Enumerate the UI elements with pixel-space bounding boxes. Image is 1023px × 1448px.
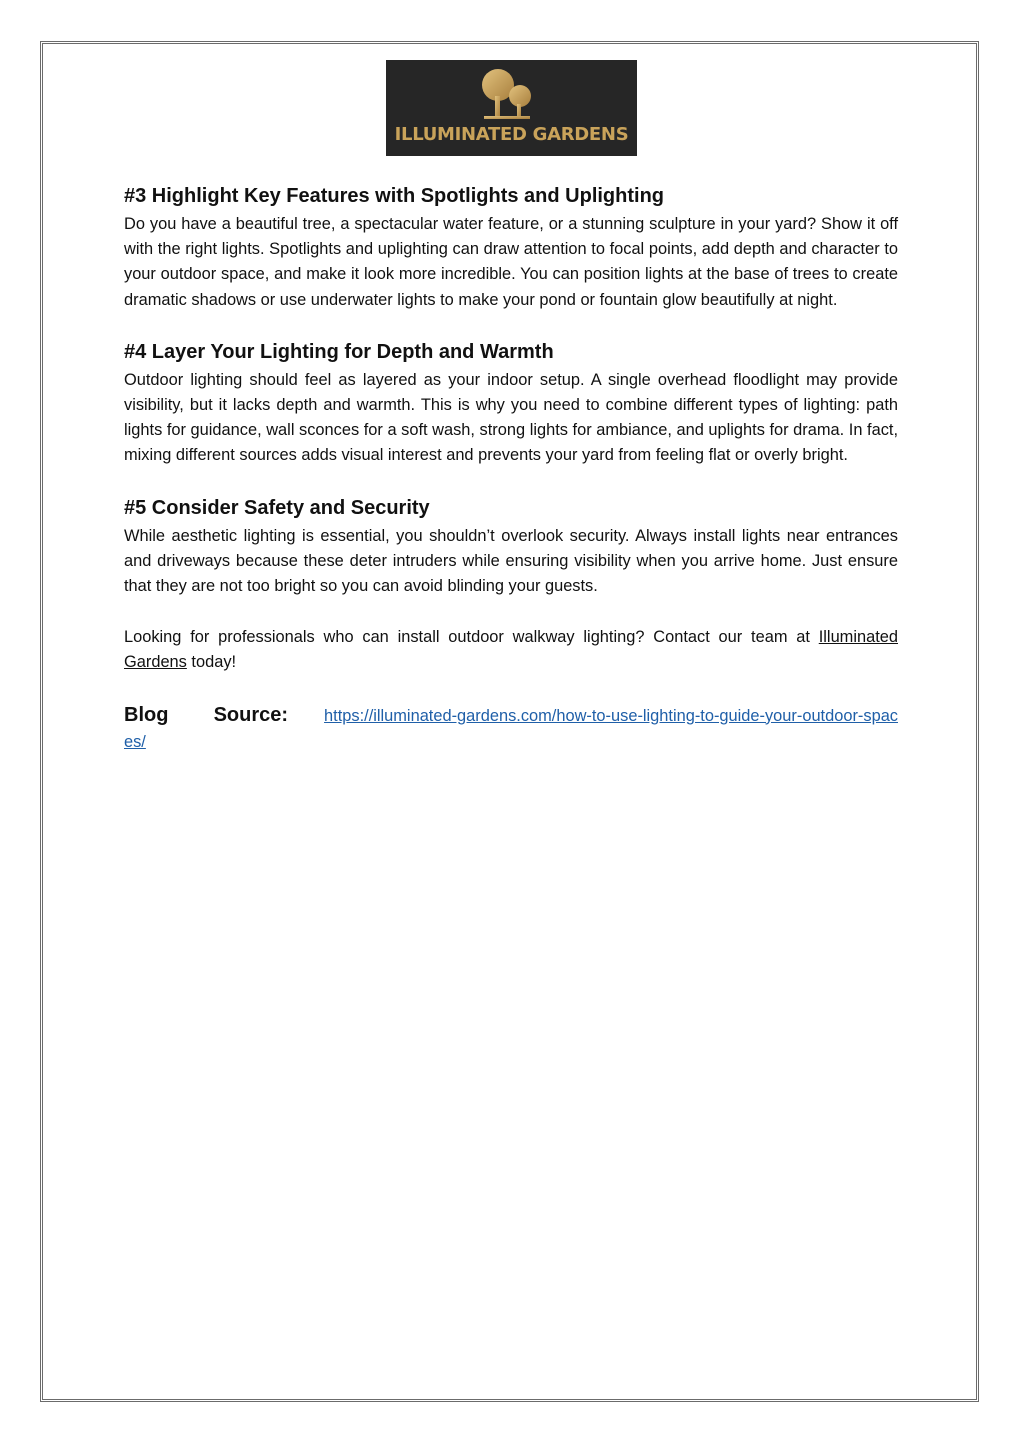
section-heading: #3 Highlight Key Features with Spotlights and Uplighting <box>124 185 665 207</box>
blog-source <box>124 702 898 755</box>
illuminated-gardens-logo <box>386 60 637 156</box>
section-safety-security <box>124 495 898 600</box>
section-highlight-features <box>124 183 898 313</box>
article-body <box>124 183 898 771</box>
blog-source-link[interactable]: https://illuminated-gardens.com/how-to-use-lighting-to-guide-your-outdoor-spaces/ <box>124 706 898 751</box>
illuminated-gardens-link[interactable]: Illuminated Gardens <box>124 628 898 672</box>
section-paragraph: Do you have a beautiful tree, a spectacular water feature, or a stunning sculpture in your yard? Show it off with the right lights. Spotlights and uplighting can draw attention to focal points, add depth and character to your outdoor space, and make it look more incredible. You can position lights at the base of trees to create dramatic shadows or use underwater lights to make your pond or fountain glow beautifully at night. <box>124 215 898 309</box>
call-to-action <box>124 625 898 675</box>
section-paragraph: While aesthetic lighting is essential, you shouldn’t overlook security. Always install lights near entrances and driveways because these deter intruders while ensuring visibility when you arrive home. Just ensure that they are not too bright so you can avoid blinding your guests. <box>124 526 898 596</box>
cta-text-after: today! <box>186 653 237 672</box>
section-layer-lighting <box>124 339 898 469</box>
logo-text: ILLUMINATED GARDENS <box>394 124 629 145</box>
cta-text-before: Looking for professionals who can install outdoor walkway lighting? Contact our team at <box>124 628 819 647</box>
section-paragraph: Outdoor lighting should feel as layered as your indoor setup. A single overhead floodlight may provide visibility, but it lacks depth and warmth. This is why you need to combine different types of lighting: path lights for guidance, wall sconces for a soft wash, strong lights for ambiance, and uplights for drama. In fact, mixing different sources adds visual interest and prevents your yard from feeling flat or overly bright. <box>124 370 898 465</box>
section-heading: #4 Layer Your Lighting for Depth and Warmth <box>124 340 554 363</box>
section-heading: #5 Consider Safety and Security <box>124 496 430 519</box>
blog-source-label: Blog Source: <box>124 703 289 726</box>
